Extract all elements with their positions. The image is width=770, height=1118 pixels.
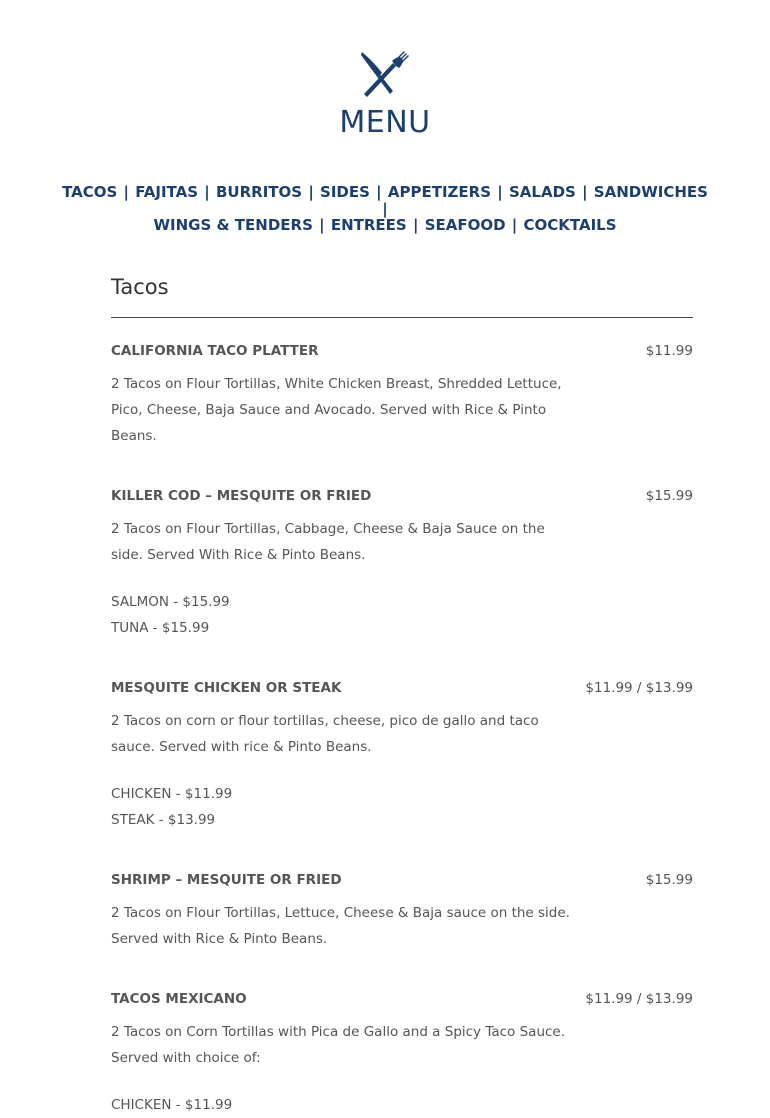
nav-separator: | [582,183,588,201]
menu-item-header [111,867,693,893]
menu-item-option: CHICKEN - $11.99 [111,786,233,802]
nav-link-salads[interactable]: SALADS [508,183,576,201]
nav-separator: | [376,183,382,201]
nav-separator: | [308,183,314,201]
menu-item-price: $15.99 [645,488,693,504]
menu-item-description: 2 Tacos on Flour Tortillas, Cabbage, Cheese & Baja Sauce on the side. Served With Rice & Pinto Beans. [111,521,545,563]
menu-item-name: CALIFORNIA TACO PLATTER [111,343,319,359]
page-title: MENU [339,105,431,140]
menu-item-description: 2 Tacos on Corn Tortillas with Pica de Gallo and a Spicy Taco Sauce. Served with choice of: [111,1024,566,1066]
nav-separator: | [511,216,518,234]
menu-item-option: TUNA - $15.99 [111,620,210,636]
nav-separator: | [204,183,210,201]
nav-separator: | [319,216,325,234]
menu-item [111,483,693,641]
menu-item-options [111,1092,693,1118]
menu-item-price: $11.99 [645,343,693,359]
menu-item-name: TACOS MEXICANO [111,991,247,1007]
menu-item-header [111,986,693,1012]
nav-separator: | [412,216,419,234]
menu-item [111,675,693,833]
menu-item-name: KILLER COD – MESQUITE OR FRIED [111,488,372,504]
menu-item-price: $11.99 / $13.99 [585,680,693,696]
menu-item-name: MESQUITE CHICKEN OR STEAK [111,680,342,696]
menu-item-name: SHRIMP – MESQUITE OR FRIED [111,872,342,888]
nav-link-cocktails[interactable]: COCKTAILS [523,216,617,234]
menu-item-options [111,781,693,833]
nav-link-fajitas[interactable]: FAJITAS [135,183,199,201]
menu-item-options [111,589,693,641]
nav-link-wings-tenders[interactable]: WINGS & TENDERS [153,216,313,234]
fork-and-knife-icon [359,49,411,99]
menu-item-option: CHICKEN - $11.99 [111,1097,233,1113]
menu-section-tacos [111,270,693,1118]
menu-item-description: 2 Tacos on corn or flour tortillas, cheese, pico de gallo and taco sauce. Served with rice & Pinto Beans. [111,713,539,755]
menu-item [111,986,693,1118]
nav-separator: | [497,183,503,201]
section-title: Tacos [111,270,693,318]
nav-link-sandwiches[interactable]: SANDWICHES [593,183,708,201]
menu-item-description: 2 Tacos on Flour Tortillas, White Chicken Breast, Shredded Lettuce, Pico, Cheese, Baja Sauce and Avocado. Served with Rice & Pinto Beans. [111,376,562,444]
menu-item-description: 2 Tacos on Flour Tortillas, Lettuce, Cheese & Baja sauce on the side. Served with Rice & Pinto Beans. [111,905,570,947]
nav-link-seafood[interactable]: SEAFOOD [424,216,506,234]
nav-link-tacos[interactable]: TACOS [62,183,118,201]
menu-item-price: $11.99 / $13.99 [585,991,693,1007]
menu-item-option: SALMON - $15.99 [111,594,230,610]
menu-item-header [111,483,693,509]
category-nav-row-1 [60,184,710,217]
nav-separator: | [382,199,388,218]
nav-link-sides[interactable]: SIDES [320,183,370,201]
category-nav [60,184,710,234]
nav-separator: | [123,183,130,201]
menu-item [111,867,693,952]
nav-link-appetizers[interactable]: APPETIZERS [387,183,492,201]
nav-link-entrees[interactable]: ENTREES [330,216,407,234]
menu-item-header [111,338,693,364]
menu-item-option: STEAK - $13.99 [111,812,216,828]
menu-item-header [111,675,693,701]
menu-item [111,338,693,449]
menu-item-price: $15.99 [645,872,693,888]
nav-link-burritos[interactable]: BURRITOS [216,183,303,201]
category-nav-row-2 [60,217,710,234]
